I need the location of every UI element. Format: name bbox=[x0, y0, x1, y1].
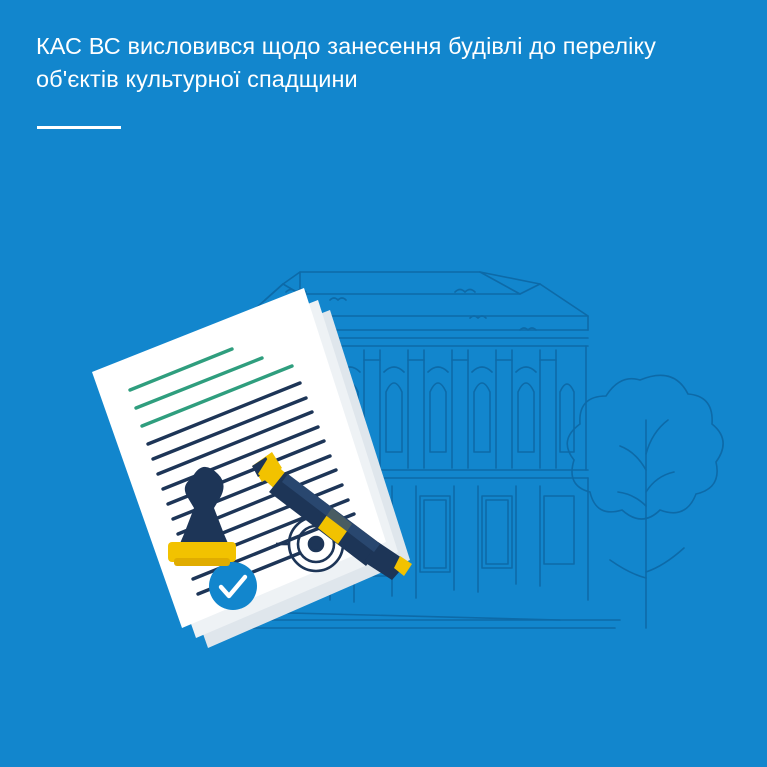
seal-check-badge bbox=[209, 562, 257, 610]
page-title: КАС ВС висловився щодо занесення будівлі до переліку об'єктів культурної спадщини bbox=[36, 33, 656, 93]
tree-line-drawing bbox=[567, 375, 723, 628]
document-sheets bbox=[92, 288, 410, 648]
